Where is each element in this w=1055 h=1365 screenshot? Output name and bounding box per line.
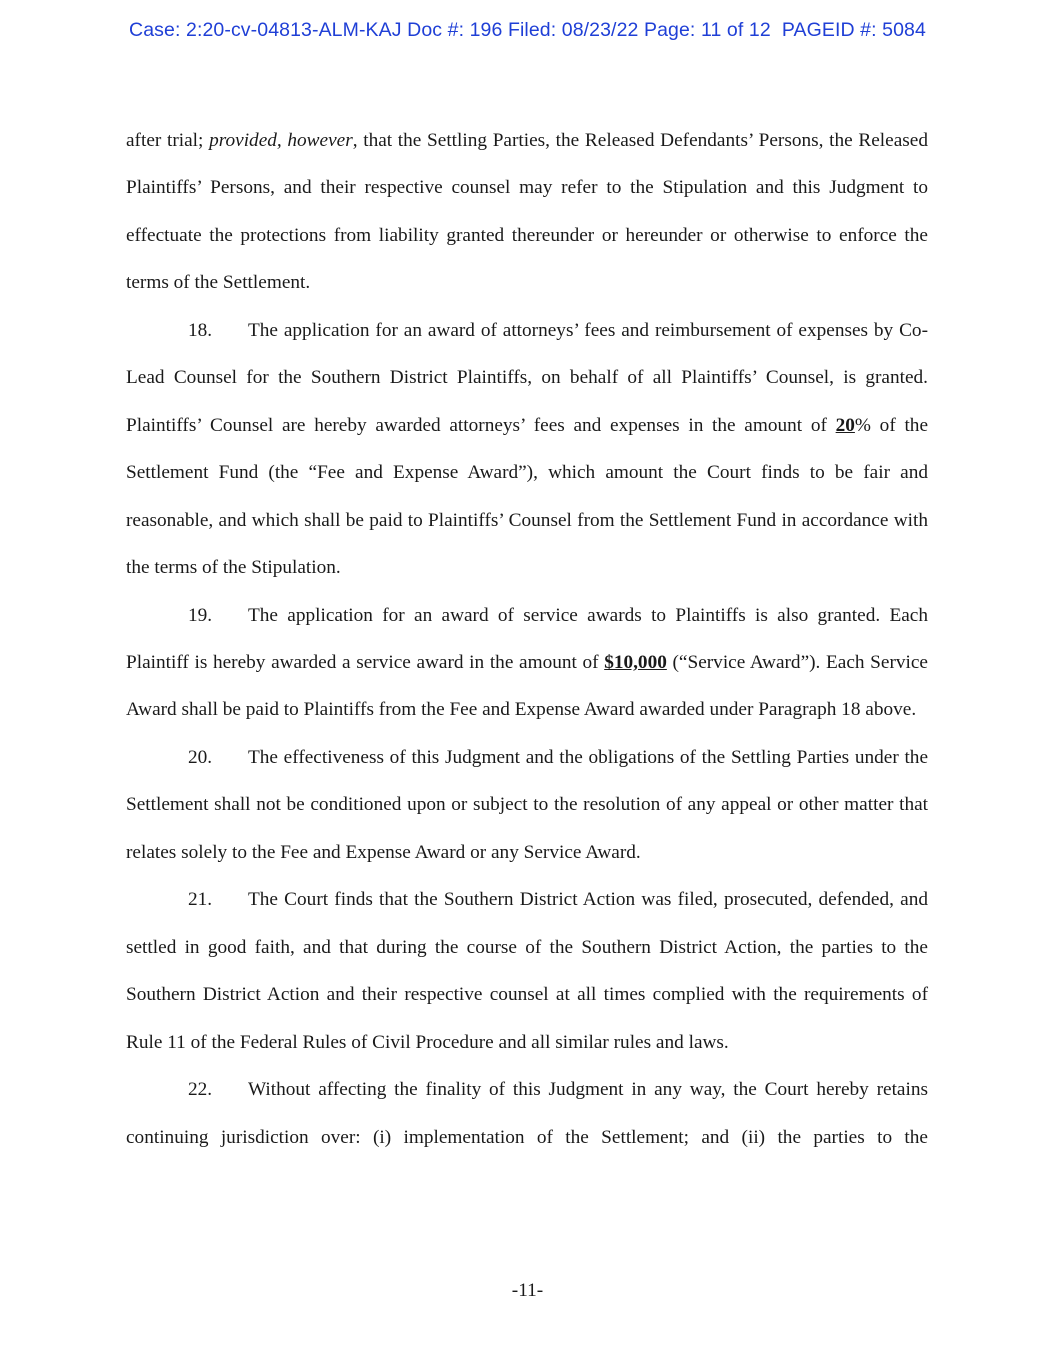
paragraph-text: The application for an award of service awards to Plaintiffs is also granted. Each Plaintiff is hereby awarded a service award in the amount of xyxy=(126,604,928,673)
paragraph-number: 18. xyxy=(188,319,213,341)
fee-percent-value: 20 xyxy=(835,414,855,436)
case-header-stamp: Case: 2:20-cv-04813-ALM-KAJ Doc #: 196 Filed: 08/23/22 Page: 11 of 12 PAGEID #: 5084 xyxy=(129,19,926,41)
paragraph-19 xyxy=(126,592,928,734)
paragraph-text: after trial; xyxy=(126,130,210,151)
paragraph-text: % of the Settlement Fund (the “Fee and Expense Award”), which amount the Court finds to be fair and reasonable, and which shall be paid to Plaintiffs’ Counsel from the Settlement Fund in accordance with the terms of the Stipulation. xyxy=(126,414,928,579)
paragraph-text: The Court finds that the Southern District Action was filed, prosecuted, defended, and settled in good faith, and that during the course of the Southern District Action, the parties to the Southern District Action and their respective counsel at all times complied with the requirements of Rule 11 of the Federal Rules of Civil Procedure and all similar rules and laws. xyxy=(126,889,928,1053)
paragraph-21 xyxy=(126,876,928,1066)
paragraph-number: 22. xyxy=(188,1079,213,1101)
italic-proviso: provided, however xyxy=(209,130,353,151)
service-award-amount: $10,000 xyxy=(604,651,667,673)
paragraph-text: The application for an award of attorneys’ fees and reimbursement of expenses by Co-Lead Counsel for the Southern District Plaintiffs, on behalf of all Plaintiffs’ Counsel, is granted. Plaintiffs’ Counsel are hereby awarded attorneys’ fees and expenses in the amount of xyxy=(126,319,928,436)
paragraph-number: 19. xyxy=(188,604,213,626)
paragraph-text: , that the Settling Parties, the Released Defendants’ Persons, the Released Plaintiffs’ Persons, and their respective counsel may refer to the Stipulation and this Judgment to effectuate the protections from liability granted thereunder or hereunder or otherwise to enforce the terms of the Settlement. xyxy=(126,130,928,294)
paragraph-18 xyxy=(126,307,928,592)
paragraph-text: (“Service Award”). Each Service Award shall be paid to Plaintiffs from the Fee and Expense Award awarded under Paragraph 18 above. xyxy=(126,651,928,721)
page-number: -11- xyxy=(511,1280,544,1301)
paragraph-17-continuation xyxy=(126,117,928,307)
paragraph-20 xyxy=(126,734,928,876)
paragraph-text: The effectiveness of this Judgment and the obligations of the Settling Parties under the Settlement shall not be conditioned upon or subject to the resolution of any appeal or other matter that relates solely to the Fee and Expense Award or any Service Award. xyxy=(126,746,928,863)
document-body xyxy=(126,117,928,1161)
paragraph-number: 20. xyxy=(188,746,213,768)
paragraph-number: 21. xyxy=(188,889,213,911)
paragraph-text: Without affecting the finality of this Judgment in any way, the Court hereby retains continuing jurisdiction over: (i) implementation of the Settlement; and (ii) the parties to the xyxy=(126,1079,928,1148)
paragraph-22 xyxy=(126,1066,928,1161)
